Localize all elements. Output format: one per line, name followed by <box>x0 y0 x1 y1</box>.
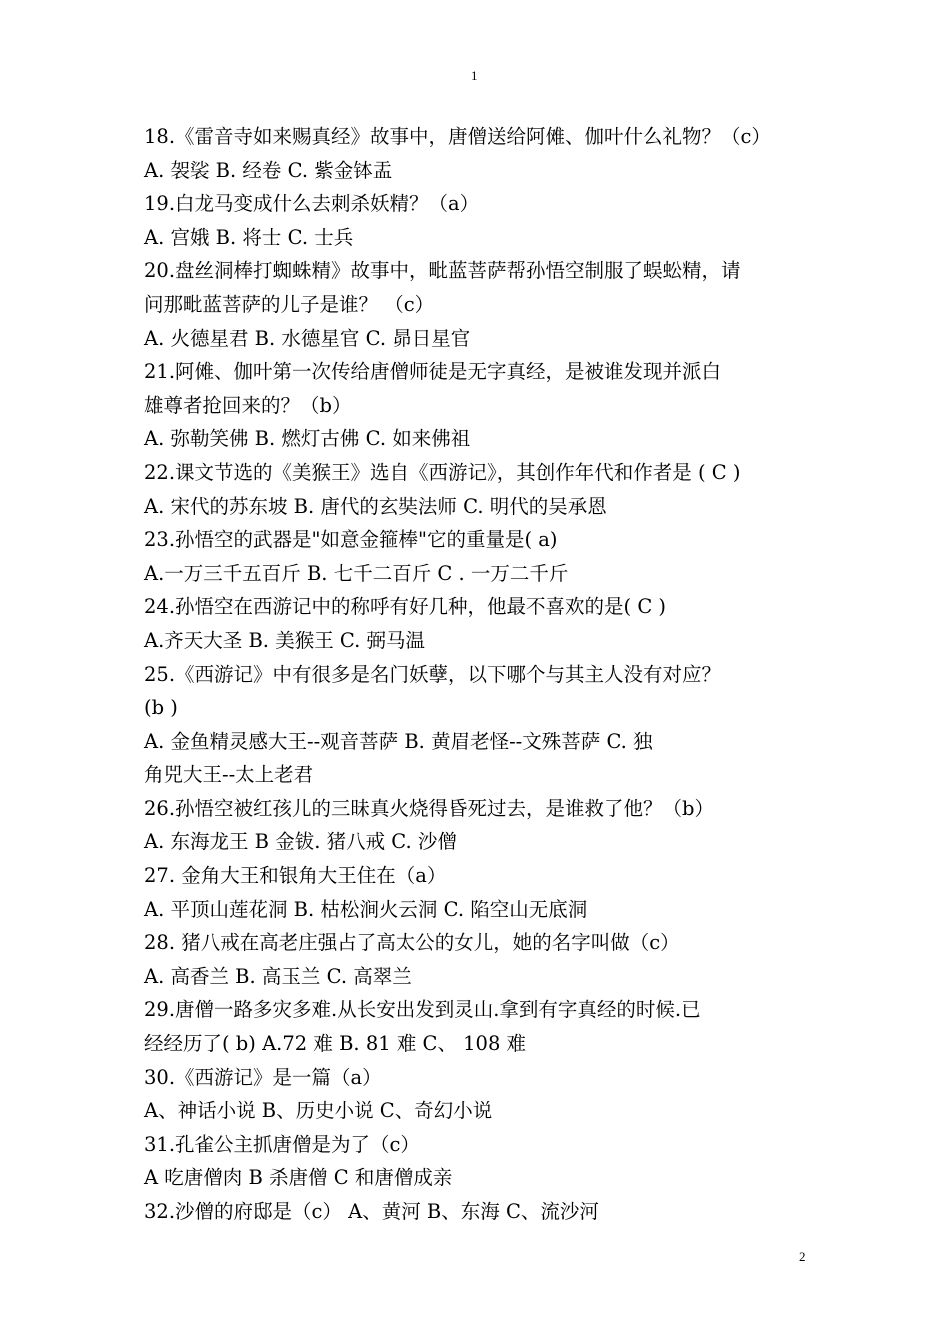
text-line: A. 平顶山莲花洞 B. 枯松涧火云洞 C. 陷空山无底洞 <box>144 897 588 921</box>
text-line: 23.孙悟空的武器是"如意金箍棒"它的重量是( a) <box>144 528 558 552</box>
text-line: A.一万三千五百斤 B. 七千二百斤 C . 一万二千斤 <box>144 561 569 585</box>
text-line: 26.孙悟空被红孩儿的三昧真火烧得昏死过去，是谁救了他？（b） <box>144 796 714 820</box>
text-line: 24.孙悟空在西游记中的称呼有好几种，他最不喜欢的是( C ) <box>144 595 667 619</box>
page-number-bottom: 2 <box>799 1249 806 1264</box>
text-line: 经经历了( b) A.72 难 B. 81 难 C、 108 难 <box>144 1032 527 1056</box>
text-line: A. 东海龙王 B 金钹. 猪八戒 C. 沙僧 <box>144 830 457 854</box>
text-line: 25.《西游记》中有很多是名门妖孽，以下哪个与其主人没有对应？ <box>144 662 722 686</box>
text-line: A. 宋代的苏东坡 B. 唐代的玄奘法师 C. 明代的吴承恩 <box>144 494 607 518</box>
text-line: 30.《西游记》是一篇（a） <box>144 1065 382 1089</box>
page-number-top: 1 <box>471 68 478 83</box>
text-line: 角兕大王--太上老君 <box>144 763 314 787</box>
text-line: A.齐天大圣 B. 美猴王 C. 弼马温 <box>144 628 426 652</box>
text-line: A. 火德星君 B. 水德星官 C. 昴日星官 <box>144 326 471 350</box>
text-line: 20.盘丝洞棒打蜘蛛精》故事中，毗蓝菩萨帮孙悟空制服了蜈蚣精，请 <box>144 259 741 283</box>
text-line: 18.《雷音寺如来赐真经》故事中，唐僧送给阿傩、伽叶什么礼物？（c） <box>144 125 771 148</box>
text-line: 32.沙僧的府邸是（c） A、黄河 B、东海 C、流沙河 <box>144 1200 599 1223</box>
text-line: 雄尊者抢回来的？（b） <box>144 393 352 417</box>
text-line: 22.课文节选的《美猴王》选自《西游记》，其创作年代和作者是 ( C ) <box>144 460 741 484</box>
text-line: A. 弥勒笑佛 B. 燃灯古佛 C. 如来佛祖 <box>144 427 471 451</box>
text-line: A. 金鱼精灵感大王--观音菩萨 B. 黄眉老怪--文殊菩萨 C. 独 <box>144 729 653 753</box>
text-line: A. 宫娥 B. 将士 C. 士兵 <box>144 225 354 249</box>
document-body <box>144 120 816 1229</box>
text-line: 19.白龙马变成什么去刺杀妖精？（a） <box>144 192 480 216</box>
text-line: 21.阿傩、伽叶第一次传给唐僧师徒是无字真经，是被谁发现并派白 <box>144 360 722 384</box>
text-line: 29.唐僧一路多灾多难.从长安出发到灵山.拿到有字真经的时候.已 <box>144 998 701 1022</box>
text-line: A、神话小说 B、历史小说 C、奇幻小说 <box>144 1099 493 1123</box>
text-line: 27. 金角大王和银角大王住在（a） <box>144 864 447 888</box>
text-line: 31.孔雀公主抓唐僧是为了（c） <box>144 1132 420 1156</box>
text-line: (b ) <box>144 696 178 720</box>
text-line: A. 袈裟 B. 经卷 C. 紫金钵盂 <box>144 158 393 182</box>
text-line: 28. 猪八戒在高老庄强占了高太公的女儿，她的名字叫做（c） <box>144 931 680 955</box>
text-line: A. 高香兰 B. 高玉兰 C. 高翠兰 <box>144 964 412 988</box>
text-line: A 吃唐僧肉 B 杀唐僧 C 和唐僧成亲 <box>144 1166 453 1190</box>
text-line: 问那毗蓝菩萨的儿子是谁？ （c） <box>144 292 435 316</box>
